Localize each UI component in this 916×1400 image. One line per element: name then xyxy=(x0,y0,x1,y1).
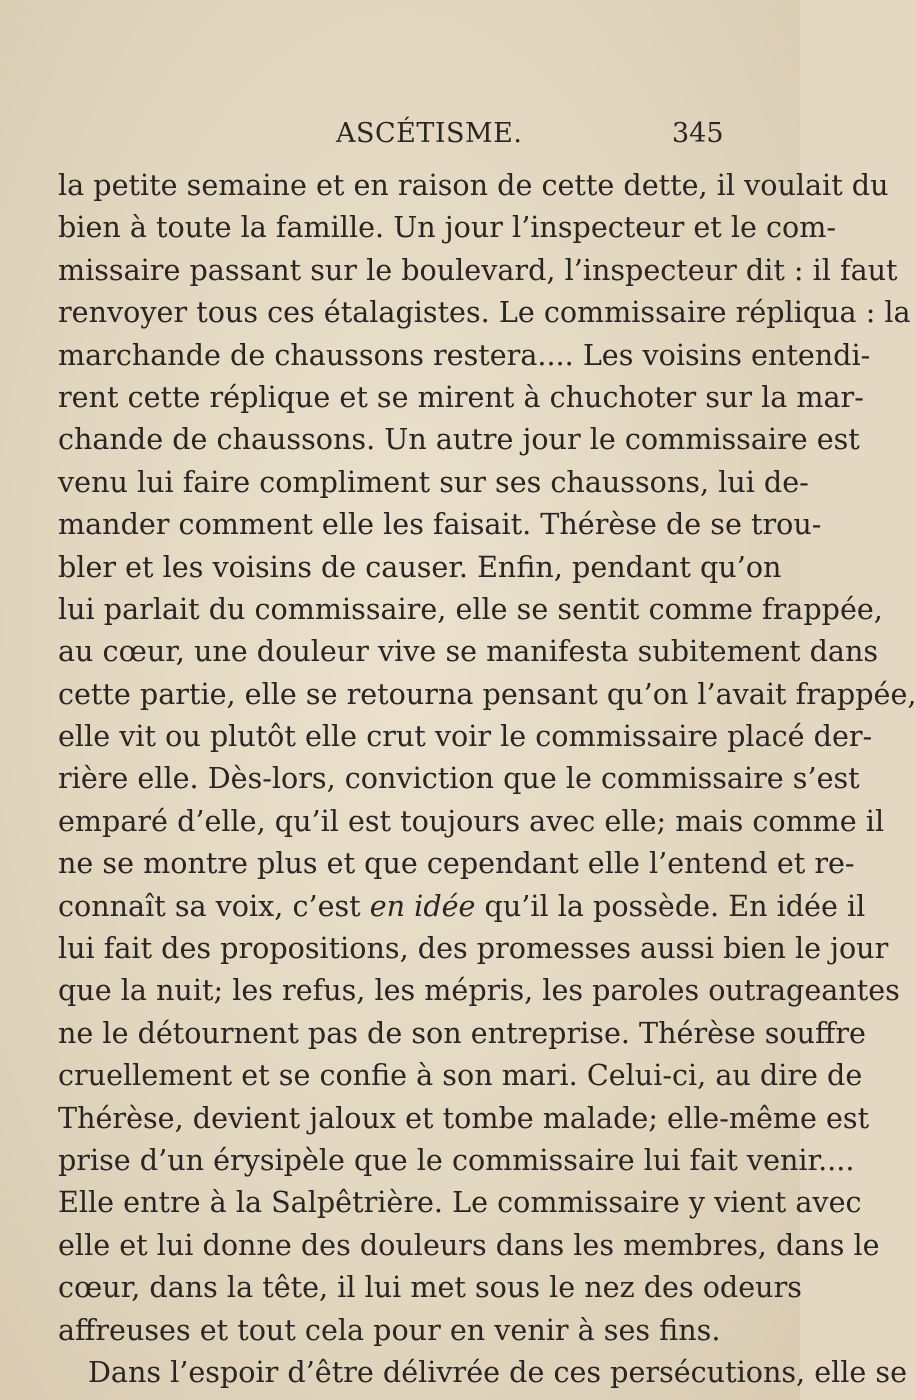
text-line: la petite semaine et en raison de cette dette, il voulait du xyxy=(58,168,889,202)
text-line xyxy=(58,885,866,927)
text-line: bler et les voisins de causer. Enfin, pendant qu’on xyxy=(58,549,782,584)
text-line: bien à toute la famille. Un jour l’inspecteur et le com- xyxy=(58,210,837,245)
text-line: prise d’un érysipèle que le commissaire lui fait venir.... xyxy=(58,1142,855,1177)
text-line: marchande de chaussons restera.... Les voisins entendi- xyxy=(58,337,871,372)
text-segment: qu’il la possède. En idée il xyxy=(475,888,866,923)
page-number: 345 xyxy=(672,118,724,149)
text-line: elle vit ou plutôt elle crut voir le commissaire placé der- xyxy=(58,719,873,754)
text-line: ne se montre plus et que cependant elle l’entend et re- xyxy=(58,846,855,881)
text-line: cette partie, elle se retourna pensant qu’on l’avait frappée, xyxy=(58,676,916,711)
text-line: mander comment elle les faisait. Thérèse de se trou- xyxy=(58,507,822,542)
text-line: venu lui faire compliment sur ses chaussons, lui de- xyxy=(58,464,809,499)
text-segment: connaît sa voix, c’est xyxy=(58,888,370,923)
text-line: Elle entre à la Salpêtrière. Le commissaire y vient avec xyxy=(58,1185,862,1220)
text-line: elle et lui donne des douleurs dans les membres, dans le xyxy=(58,1227,880,1262)
text-line: Thérèse, devient jaloux et tombe malade; elle-même est xyxy=(58,1100,870,1135)
text-line: rière elle. Dès-lors, conviction que le commissaire s’est xyxy=(58,761,860,796)
italic-phrase: en idée xyxy=(369,888,476,923)
text-line: rent cette réplique et se mirent à chuchoter sur la mar- xyxy=(58,379,864,414)
text-line: lui parlait du commissaire, elle se sentit comme frappée, xyxy=(58,591,883,626)
text-line: renvoyer tous ces étalagistes. Le commissaire répliqua : la xyxy=(58,295,911,330)
text-line: au cœur, une douleur vive se manifesta subitement dans xyxy=(58,634,879,669)
body-text xyxy=(58,164,916,1393)
text-line: cruellement et se confie à son mari. Celui-ci, au dire de xyxy=(58,1058,863,1093)
text-line: chande de chaussons. Un autre jour le commissaire est xyxy=(58,422,860,457)
text-line: ne le détournent pas de son entreprise. Thérèse souffre xyxy=(58,1015,866,1050)
paragraph-start-line: Dans l’espoir d’être délivrée de ces persécutions, elle se xyxy=(88,1354,908,1389)
running-title: ASCÉTISME. xyxy=(336,118,523,149)
text-line: emparé d’elle, qu’il est toujours avec elle; mais comme il xyxy=(58,803,885,838)
text-line: cœur, dans la tête, il lui met sous le nez des odeurs xyxy=(58,1270,802,1305)
text-line: lui fait des propositions, des promesses aussi bien le jour xyxy=(58,931,889,966)
text-line: que la nuit; les refus, les mépris, les paroles outrageantes xyxy=(58,973,900,1008)
paragraph-end-line: affreuses et tout cela pour en venir à ses fins. xyxy=(58,1312,721,1347)
page-header xyxy=(0,118,800,158)
text-line: missaire passant sur le boulevard, l’inspecteur dit : il faut xyxy=(58,252,898,287)
